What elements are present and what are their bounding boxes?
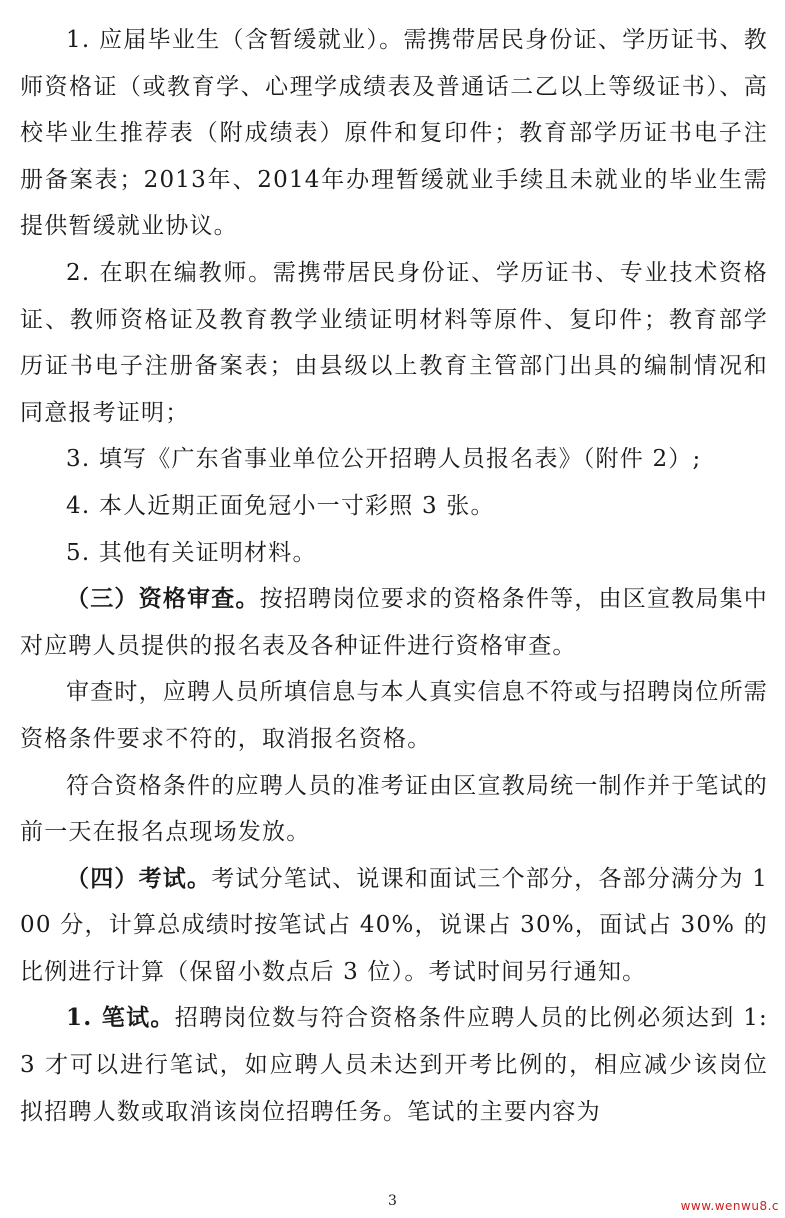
section-written-test	[20, 995, 768, 1135]
paragraph-item-1	[20, 17, 768, 250]
item-text: 2. 在职在编教师。需携带居民身份证、学历证书、专业技术资格证、教师资格证及教育教学业绩证明材料等原件、复印件；教育部学历证书电子注册备案表；由县级以上教育主管部门出具的编制情况和同意报考证明；	[20, 259, 768, 426]
item-text: 3. 填写《广东省事业单位公开招聘人员报名表》（附件 2）;	[66, 446, 702, 473]
section-exam	[20, 856, 768, 996]
section-heading: （三）资格审查。	[66, 585, 260, 613]
section-text: 招聘岗位数与符合资格条件应聘人员的比例必须达到 1: 3 才可以进行笔试，如应聘人员未达到开考比例的，相应减少该岗位拟招聘人数或取消该岗位招聘任务。笔试的主要内容为	[20, 1005, 768, 1125]
paragraph-item-5	[20, 530, 768, 577]
paragraph-item-3	[20, 436, 768, 483]
section-qualification-review	[20, 576, 768, 669]
item-text: 1. 应届毕业生（含暂缓就业）。需携带居民身份证、学历证书、教师资格证（或教育学、心理学成绩表及普通话二乙以上等级证书）、高校毕业生推荐表（附成绩表）原件和复印件；教育部学历证书电子注册备案表；2013年、2014年办理暂缓就业手续且未就业的毕业生需提供暂缓就业协议。	[20, 27, 768, 240]
paragraph-review-rule	[20, 669, 768, 762]
watermark: www.wenwu8.c	[680, 1199, 779, 1213]
item-text: 5. 其他有关证明材料。	[66, 539, 317, 566]
section-heading: 1. 笔试。	[66, 1004, 175, 1032]
section-text: 考试分笔试、说课和面试三个部分，各部分满分为 100 分，计算总成绩时按笔试占 40%，说课占 30%，面试占 30% 的比例进行计算（保留小数点后 3 位）。考试时间另行通知。	[20, 865, 769, 985]
item-text: 4. 本人近期正面免冠小一寸彩照 3 张。	[66, 492, 495, 519]
paragraph-text: 符合资格条件的应聘人员的准考证由区宣教局统一制作并于笔试的前一天在报名点现场发放。	[20, 772, 768, 846]
paragraph-admission-ticket	[20, 763, 768, 856]
paragraph-text: 审查时，应聘人员所填信息与本人真实信息不符或与招聘岗位所需资格条件要求不符的，取消报名资格。	[20, 679, 768, 752]
section-text: 按招聘岗位要求的资格条件等，由区宣教局集中对应聘人员提供的报名表及各种证件进行资格审查。	[20, 586, 768, 659]
paragraph-item-4	[20, 483, 768, 530]
page-content	[20, 17, 768, 1135]
section-heading: （四）考试。	[66, 864, 212, 892]
page-number: 3	[388, 1193, 397, 1209]
paragraph-item-2	[20, 250, 768, 436]
